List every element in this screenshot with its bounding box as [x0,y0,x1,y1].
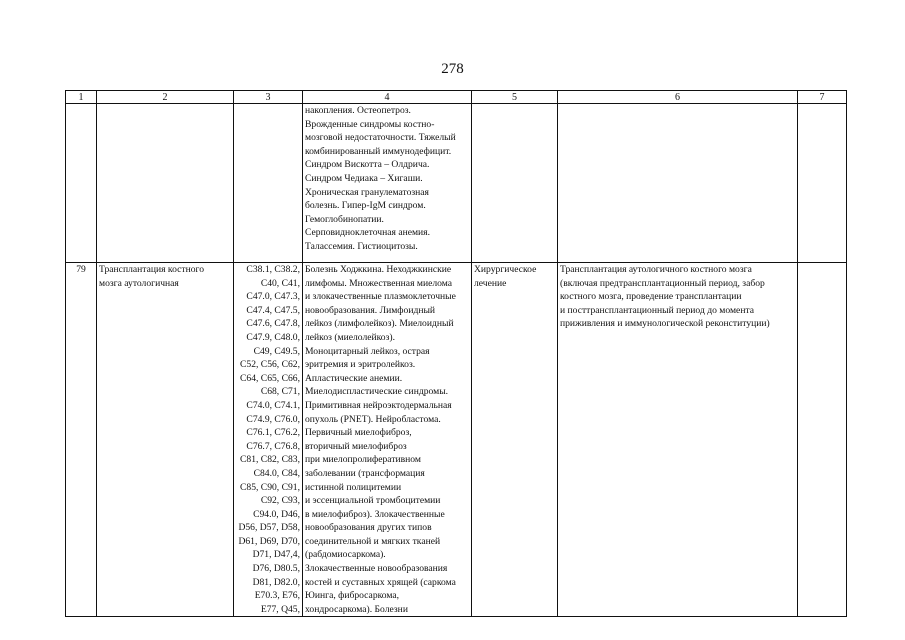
cell-text-line: опухоль (PNET). Нейробластома. [305,413,441,425]
cell-text-line: C76.7, C76.8, [246,440,300,452]
cell-text-line: новообразования. Лимфоидный [305,304,436,316]
cell-text-line: (рабдомиосаркома). [305,549,386,561]
cell-text-line: Трансплантация костного [99,264,204,275]
continuation-name-cell [97,104,234,263]
cell-text-line: C74.9, C76.0, [246,413,300,425]
cell-text-line: новообразования других типов [305,522,432,534]
cell-text-line: Синдром Вискотта – Олдрича. [305,159,430,171]
cell-text-line: Серповидноклеточная анемия. [305,227,430,239]
cell-text-line: хондросаркома). Болезни [305,603,408,615]
cell-text-line: C40, C41, [260,277,300,289]
cell-text-line: Врожденные синдромы костно- [305,118,435,130]
cell-text-line: C94.0, D46, [253,508,300,520]
cell-text-line: Апластические анемии. [305,372,403,384]
cell-text-line: и посттрансплантационный период до момента [560,304,755,316]
column-header-1: 1 [66,91,97,104]
cell-text-line: болезнь. Гипер-IgM синдром. [305,200,426,212]
cell-text-line: C64, C65, C66, [240,372,300,384]
cell-text-line: C76.1, C76.2, [246,427,300,439]
cell-text-line: C47.6, C47.8, [246,318,300,330]
page-number: 278 [441,61,464,77]
procedures-table [65,90,847,617]
cell-text-line: Талассемия. Гистиоцитозы. [305,240,418,252]
cell-text-line: приживления и иммунологической реконституции) [560,318,770,330]
cell-text-line: E70.3, E76, [254,590,300,602]
cell-text-line: C84.0, C84, [253,467,300,479]
cell-text-line: D76, D80.5, [252,563,300,575]
cell-text-line: и эссенциальной тромбоцитемии [305,495,441,507]
cell-text-line: и злокачественные плазмоклеточные [305,291,456,303]
cell-text-line: D56, D57, D58, [238,522,300,534]
cell-text-line: C52, C56, C62, [240,359,300,371]
cell-text-line: лейкоз (миелолейкоз). [305,331,395,343]
cell-text-line: C47.9, C48.0, [246,331,300,343]
cell-text-line: D71, D47,4, [252,549,300,561]
table-row-79 [66,263,847,617]
cell-text-line: комбинированный иммунодефицит. [305,145,452,157]
cell-text-line: лечение [474,277,507,289]
cell-text-line: Гемоглобинопатии. [305,213,384,225]
cell-text-line: C49, C49.5, [253,345,300,357]
diagnosis-cell [303,263,472,617]
cell-text-line: эритремия и эритролейкоз. [305,359,416,371]
cell-text-line: Юинга, фибросаркома, [305,590,400,602]
continuation-diagnosis-cell [303,104,472,263]
icd-codes-cell [234,263,303,617]
cell-text-line: C74.0, C74.1, [246,399,300,411]
cell-text-line: костей и суставных хрящей (саркома [305,576,456,588]
column-header-6: 6 [558,91,798,104]
column-number-row [66,91,847,104]
column-header-5: 5 [472,91,558,104]
procedure-name-cell [97,263,234,617]
cell-text-line: лейкоз (лимфолейкоз). Миелоидный [305,318,454,330]
cell-text-line: Миелодиспластические синдромы. [305,386,449,398]
cell-text-line: заболевании (трансформация [305,467,425,479]
continuation-extra-cell [798,104,847,263]
cell-text-line: C47.0, C47.3, [246,291,300,303]
cell-text-line: C38.1, C38.2, [246,264,300,275]
cell-text-line: лимфомы. Множественная миелома [305,277,453,289]
column-header-7: 7 [798,91,847,104]
cell-text-line: D61, D69, D70, [238,535,300,547]
cell-text-line: при миелопролиферативном [305,454,421,466]
continuation-codes-cell [234,104,303,263]
cell-text-line: Болезнь Ходжкина. Неходжкинские [305,264,452,275]
cell-text-line: костного мозга, проведение трансплантации [560,291,742,303]
continuation-number-cell [66,104,97,263]
cell-text-line: Хроническая гранулематозная [305,186,429,198]
cell-text-line: мозговой недостаточности. Тяжелый [305,132,456,144]
cell-text-line: C85, C90, C91, [240,481,300,493]
cell-text-line: мозга аутологичная [99,277,179,289]
cell-text-line: D81, D82.0, [252,576,300,588]
cell-text-line: в миелофиброз). Злокачественные [305,508,445,520]
cell-text-line: соединительной и мягких тканей [305,535,441,547]
continuation-row [66,104,847,263]
continuation-method-cell [558,104,798,263]
treatment-method-cell [558,263,798,617]
cell-text-line: C47.4, C47.5, [246,304,300,316]
row-number-cell: 79 [66,263,97,617]
column-header-4: 4 [303,91,472,104]
cell-text-line: Моноцитарный лейкоз, острая [305,345,430,357]
cell-text-line: Злокачественные новообразования [305,563,448,575]
column-header-3: 3 [234,91,303,104]
cell-text-line: C68, C71, [260,386,300,398]
cell-text-line: вторичный миелофиброз [305,440,407,452]
cell-text-line: C92, C93, [260,495,300,507]
cell-text-line: (включая предтрансплантационный период, забор [560,277,765,289]
cell-text-line: Хирургическое [474,264,537,275]
cell-text-line: Трансплантация аутологичного костного мозга [560,264,752,275]
cell-text-line: накопления. Остеопетроз. [305,105,411,116]
treatment-type-cell [472,263,558,617]
cell-text-line: C81, C82, C83, [240,454,300,466]
cell-text-line: истинной полицитемии [305,481,402,493]
column-header-2: 2 [97,91,234,104]
continuation-treatment-cell [472,104,558,263]
cell-text-line: Примитивная нейроэктодермальная [305,399,452,411]
cell-text-line: Первичный миелофиброз, [305,427,412,439]
cell-text-line: E77, Q45, [260,603,300,615]
cell-text-line: Синдром Чедиака – Хигаши. [305,172,423,184]
extra-cell [798,263,847,617]
